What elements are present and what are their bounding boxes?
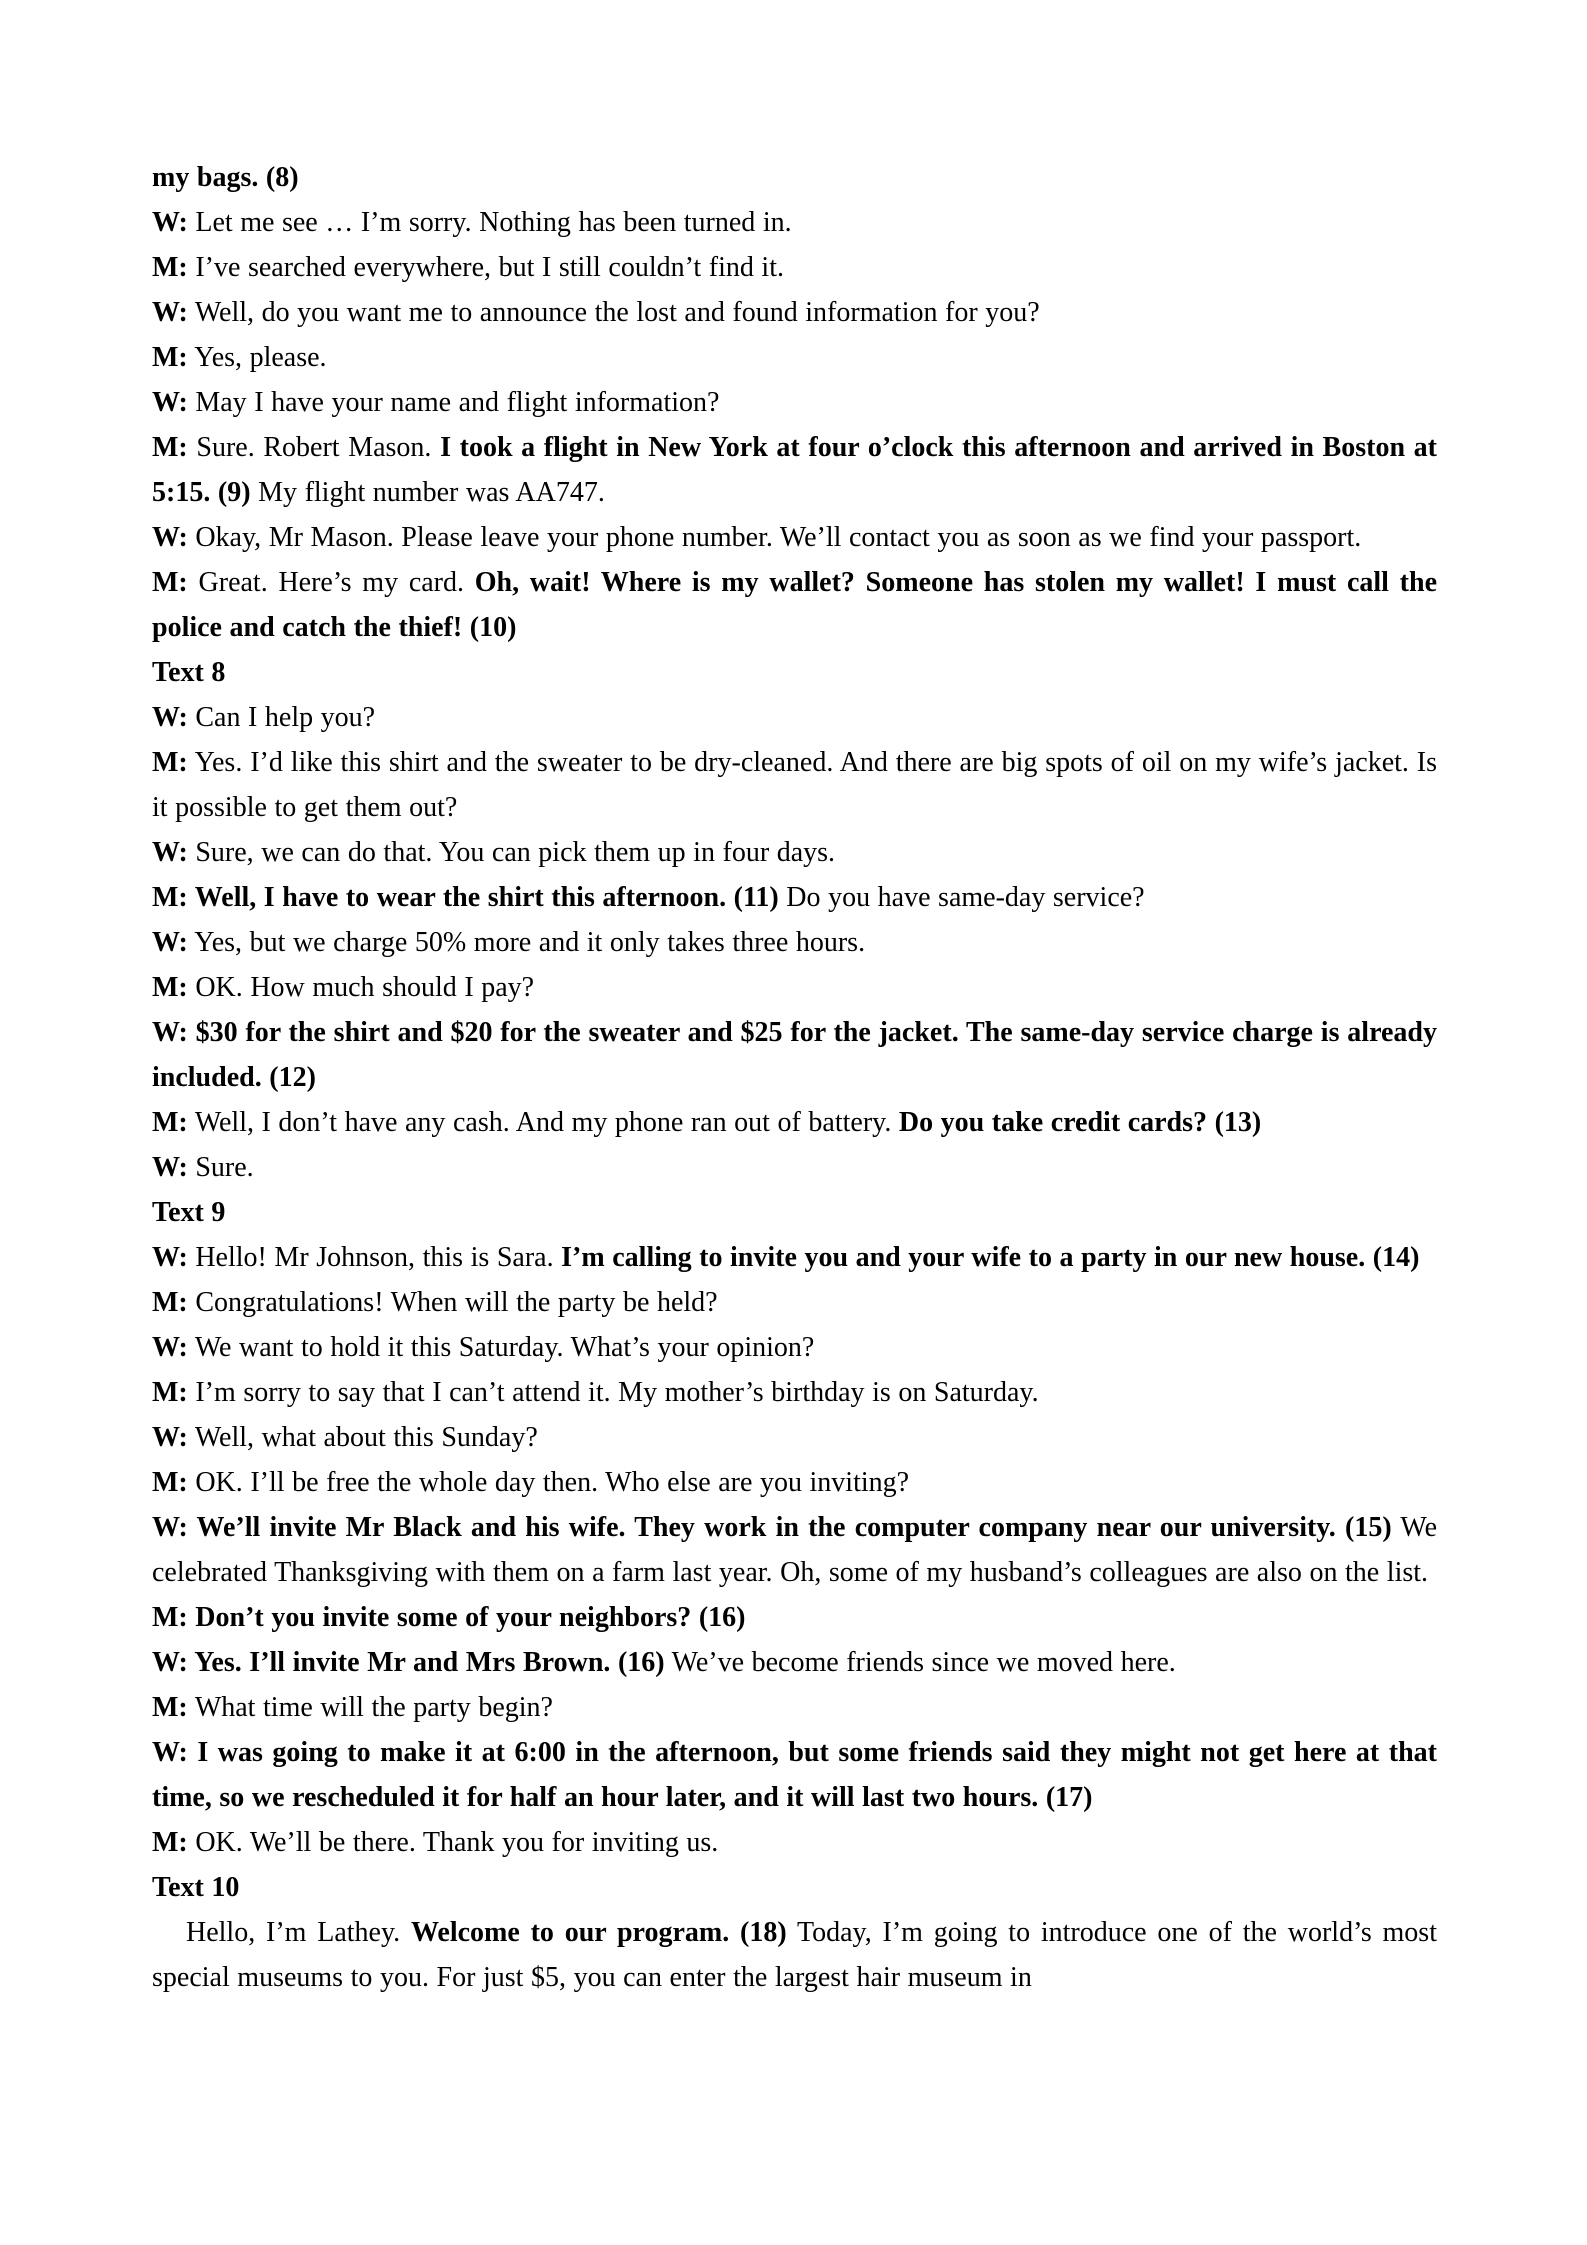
bold-text-segment: W: We’ll invite Mr Black and his wife. They work in the computer company near our university. (15): [152, 1512, 1392, 1543]
bold-text-segment: W:: [152, 1152, 188, 1183]
dialogue-line-m: [152, 965, 1437, 1010]
dialogue-line-w: [152, 200, 1437, 245]
dialogue-line-w: [152, 920, 1437, 965]
text-segment: Sure. Robert Mason.: [187, 432, 441, 463]
dialogue-line-m: [152, 1280, 1437, 1325]
dialogue-line-w: [152, 830, 1437, 875]
text-segment: We’ve become friends since we moved here.: [664, 1647, 1176, 1678]
dialogue-line-w: [152, 290, 1437, 335]
text-segment: May I have your name and flight information?: [187, 387, 720, 418]
bold-text-segment: M:: [152, 252, 188, 283]
bold-text-segment: W:: [152, 1422, 188, 1453]
bold-text-segment: M:: [152, 1467, 188, 1498]
text-segment: Yes, but we charge 50% more and it only takes three hours.: [187, 927, 866, 958]
text-segment: Okay, Mr Mason. Please leave your phone number. We’ll contact you as soon as we find your passport.: [187, 522, 1362, 553]
bold-text-segment: M:: [152, 432, 188, 463]
bold-text-segment: M:: [152, 1287, 188, 1318]
bold-text-segment: M:: [152, 972, 188, 1003]
dialogue-line-w: [152, 380, 1437, 425]
text-segment: Great. Here’s my card.: [187, 567, 475, 598]
dialogue-line-w: [152, 1640, 1437, 1685]
text-segment: Congratulations! When will the party be held?: [187, 1287, 718, 1318]
dialogue-line-m: [152, 1685, 1437, 1730]
text-segment: Yes, please.: [187, 342, 327, 373]
text-segment: Let me see … I’m sorry. Nothing has been turned in.: [187, 207, 792, 238]
bold-text-segment: M:: [152, 567, 188, 598]
dialogue-line-w: [152, 1235, 1437, 1280]
text-segment: My flight number was AA747.: [250, 477, 605, 508]
dialogue-line-m: [152, 740, 1437, 830]
bold-text-segment: M:: [152, 1107, 188, 1138]
bold-text-segment: Do you take credit cards? (13): [898, 1107, 1262, 1138]
bold-text-segment: Oh, wait! Where is my wallet? Someone has stolen my wallet! I must call the police and catch the thief! (10): [152, 567, 1438, 643]
bold-text-segment: M: Well, I have to wear the shirt this afternoon. (11): [152, 882, 779, 913]
dialogue-line-m: [152, 1100, 1437, 1145]
text-segment: OK. We’ll be there. Thank you for inviting us.: [187, 1827, 719, 1858]
bold-text-segment: M: Don’t you invite some of your neighbors? (16): [152, 1602, 746, 1633]
bold-text-segment: M:: [152, 747, 188, 778]
bold-text-segment: I took a flight in New York at four o’clock this afternoon and arrived in Boston at 5:15. (9): [152, 432, 1437, 508]
bold-text-segment: Welcome to our program. (18): [410, 1917, 787, 1948]
bold-text-segment: I’m calling to invite you and your wife to a party in our new house. (14): [561, 1242, 1420, 1273]
bold-text-segment: W:: [152, 387, 188, 418]
dialogue-line-w: [152, 1010, 1437, 1100]
dialogue-line-m: [152, 335, 1437, 380]
section-heading: [152, 1865, 1437, 1910]
text-segment: We want to hold it this Saturday. What’s your opinion?: [187, 1332, 815, 1363]
section-heading: [152, 650, 1437, 695]
dialogue-line-w: [152, 1505, 1437, 1595]
dialogue-line-w: [152, 1145, 1437, 1190]
dialogue-line-m: [152, 245, 1437, 290]
transcript: [152, 155, 1437, 2000]
bold-text-segment: W:: [152, 1242, 188, 1273]
dialogue-line-w: [152, 1325, 1437, 1370]
bold-text-segment: W:: [152, 1332, 188, 1363]
dialogue-line-w: [152, 515, 1437, 560]
dialogue-line-w: [152, 1730, 1437, 1820]
continuation-line: [152, 155, 1437, 200]
text-segment: What time will the party begin?: [187, 1692, 553, 1723]
dialogue-line-w: [152, 695, 1437, 740]
bold-text-segment: M:: [152, 1692, 188, 1723]
text-segment: I’m sorry to say that I can’t attend it. My mother’s birthday is on Saturday.: [187, 1377, 1039, 1408]
dialogue-line-m: [152, 1460, 1437, 1505]
bold-text-segment: Text 10: [152, 1872, 240, 1903]
narration-paragraph: [152, 1910, 1437, 2000]
bold-text-segment: Text 8: [152, 657, 226, 688]
bold-text-segment: Text 9: [152, 1197, 226, 1228]
section-heading: [152, 1190, 1437, 1235]
bold-text-segment: M:: [152, 1377, 188, 1408]
bold-text-segment: W:: [152, 297, 188, 328]
dialogue-line-m: [152, 425, 1437, 515]
text-segment: Hello, I’m Lathey.: [186, 1917, 411, 1948]
text-segment: I’ve searched everywhere, but I still couldn’t find it.: [187, 252, 784, 283]
dialogue-line-m: [152, 1820, 1437, 1865]
bold-text-segment: W:: [152, 522, 188, 553]
bold-text-segment: W: Yes. I’ll invite Mr and Mrs Brown. (16): [152, 1647, 665, 1678]
text-segment: OK. I’ll be free the whole day then. Who else are you inviting?: [187, 1467, 910, 1498]
bold-text-segment: W:: [152, 837, 188, 868]
bold-text-segment: M:: [152, 342, 188, 373]
text-segment: Well, what about this Sunday?: [187, 1422, 538, 1453]
text-segment: Sure.: [187, 1152, 254, 1183]
dialogue-line-m: [152, 1370, 1437, 1415]
dialogue-line-m: [152, 560, 1437, 650]
bold-text-segment: my bags. (8): [152, 162, 299, 193]
dialogue-line-m: [152, 875, 1437, 920]
bold-text-segment: W:: [152, 702, 188, 733]
text-segment: Well, I don’t have any cash. And my phone ran out of battery.: [187, 1107, 899, 1138]
text-segment: We celebrated Thanksgiving with them on a farm last year. Oh, some of my husband’s colleagues are also on the list.: [152, 1512, 1437, 1588]
bold-text-segment: W:: [152, 207, 188, 238]
text-segment: Do you have same-day service?: [778, 882, 1145, 913]
bold-text-segment: W: I was going to make it at 6:00 in the afternoon, but some friends said they might not get here at that time, so we rescheduled it for half an hour later, and it will last two hours. (17): [152, 1737, 1437, 1813]
text-segment: Hello! Mr Johnson, this is Sara.: [187, 1242, 562, 1273]
text-segment: Well, do you want me to announce the lost and found information for you?: [187, 297, 1040, 328]
bold-text-segment: M:: [152, 1827, 188, 1858]
bold-text-segment: W: $30 for the shirt and $20 for the sweater and $25 for the jacket. The same-day service charge is already included. (12): [152, 1017, 1437, 1093]
text-segment: Can I help you?: [187, 702, 376, 733]
text-segment: OK. How much should I pay?: [187, 972, 535, 1003]
dialogue-line-m: [152, 1595, 1437, 1640]
dialogue-line-w: [152, 1415, 1437, 1460]
text-segment: Yes. I’d like this shirt and the sweater to be dry-cleaned. And there are big spots of oil on my wife’s jacket. Is it possible to get them out?: [152, 747, 1437, 823]
bold-text-segment: W:: [152, 927, 188, 958]
text-segment: Sure, we can do that. You can pick them up in four days.: [187, 837, 836, 868]
text-segment: Today, I’m going to introduce one of the world’s most special museums to you. For just $5, you can enter the largest hair museum in: [152, 1917, 1437, 1993]
